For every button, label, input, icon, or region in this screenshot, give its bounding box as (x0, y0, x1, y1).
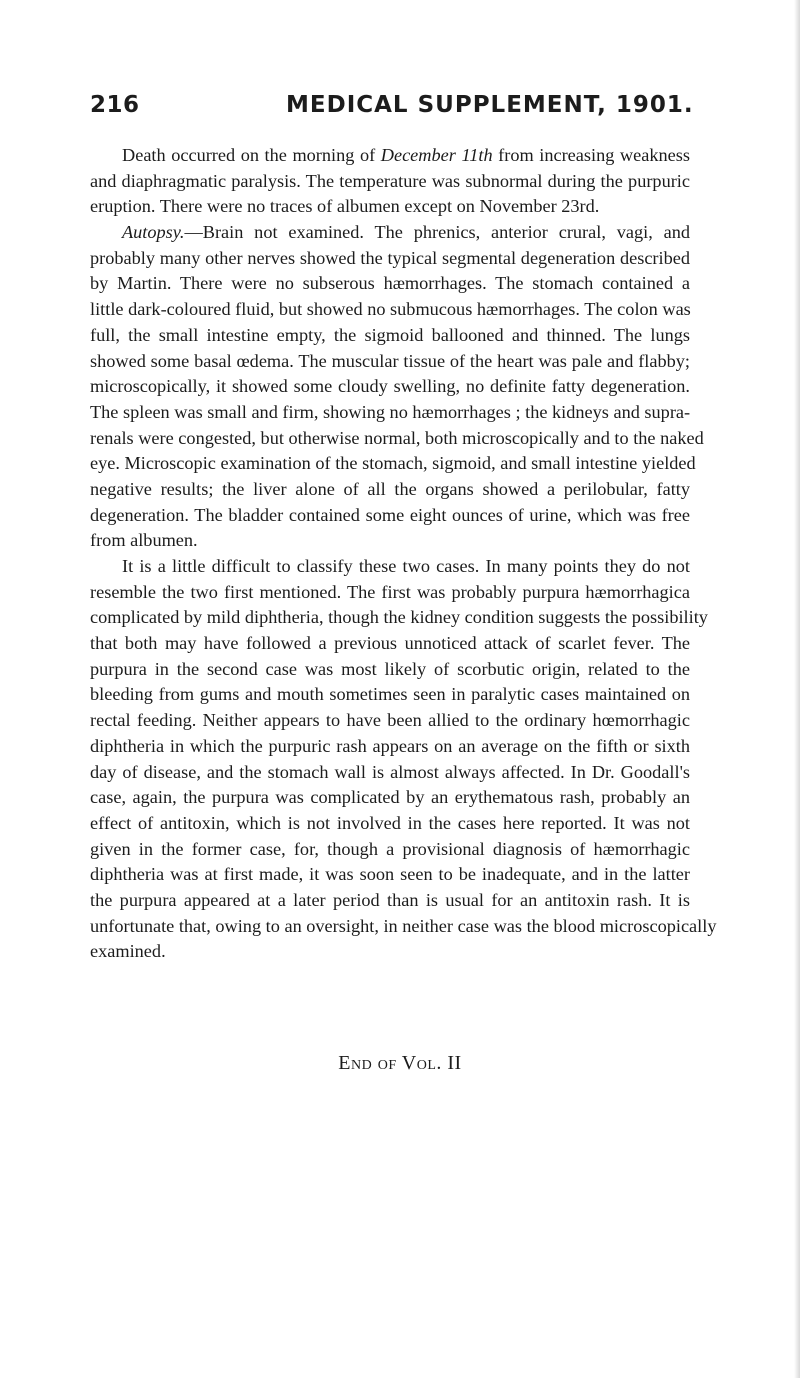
page-header (90, 92, 710, 126)
text-line: diphtheria in which the purpuric rash appears on an average on the fifth or sixth (90, 735, 690, 756)
text-line: The spleen was small and firm, showing no hæmorrhages ; the kidneys and supra- (90, 401, 691, 422)
body-text (90, 143, 717, 965)
text-line: rectal feeding. Neither appears to have been allied to the ordinary hœmorrhagic (90, 710, 690, 731)
text-line: complicated by mild diphtheria, though the kidney condition suggests the possibility (90, 607, 708, 628)
text-line: by Martin. There were no subserous hæmorrhages. The stomach contained a (90, 273, 690, 294)
text-line: It is a little difficult to classify these two cases. In many points they do not (122, 556, 690, 576)
text-line: Autopsy.—Brain not examined. The phrenics, anterior crural, vagi, and (122, 222, 690, 243)
page-edge-shadow (794, 0, 800, 1378)
text-line: and diaphragmatic paralysis. The temperature was subnormal during the purpuric (90, 170, 690, 191)
text-line: bleeding from gums and mouth sometimes seen in paralytic cases maintained on (90, 684, 690, 705)
text-line: diphtheria was at first made, it was soon seen to be inadequate, and in the latter (90, 864, 690, 885)
text-line: purpura in the second case was most likely of scorbutic origin, related to the (90, 658, 690, 679)
text-line: eye. Microscopic examination of the stomach, sigmoid, and small intestine yielded (90, 453, 696, 474)
text-line: renals were congested, but otherwise normal, both microscopically and to the naked (90, 427, 704, 448)
text-line: little dark-coloured fluid, but showed no submucous hæmorrhages. The colon was (90, 299, 691, 320)
end-of-volume-note: End of Vol. II (338, 1052, 462, 1074)
text-line: given in the former case, for, though a provisional diagnosis of hæmorrhagic (90, 838, 690, 859)
text-line: eruption. There were no traces of albumen except on November 23rd. (90, 196, 600, 217)
text-line: microscopically, it showed some cloudy swelling, no definite fatty degeneration. (90, 376, 690, 397)
text-line: full, the small intestine empty, the sigmoid ballooned and thinned. The lungs (90, 324, 690, 345)
text-line: examined. (90, 941, 166, 962)
text-line: probably many other nerves showed the typical segmental degeneration described (90, 247, 690, 268)
text-line: from albumen. (90, 530, 198, 551)
text-line: Death occurred on the morning of December 11th from increasing weakness (122, 145, 690, 165)
text-line: unfortunate that, owing to an oversight, in neither case was the blood microscopically (90, 915, 717, 936)
italic-date: December (380, 145, 456, 165)
italic-date: 11th (461, 145, 493, 165)
text-line: that both may have followed a previous unnoticed attack of scarlet fever. The (90, 633, 690, 654)
section-heading-autopsy: Autopsy. (122, 222, 185, 243)
page-number: 216 (90, 92, 140, 118)
text-line: day of disease, and the stomach wall is almost always affected. In Dr. Goodall's (90, 761, 690, 782)
text-line: case, again, the purpura was complicated by an erythematous rash, probably an (90, 787, 690, 808)
running-title: MEDICAL SUPPLEMENT, 1901. (286, 92, 694, 118)
text-line: effect of antitoxin, which is not involved in the cases here reported. It was not (90, 812, 690, 833)
text-line: resemble the two first mentioned. The first was probably purpura hæmorrhagica (90, 581, 690, 602)
text-line: negative results; the liver alone of all the organs showed a perilobular, fatty (90, 478, 690, 499)
text-line: the purpura appeared at a later period than is usual for an antitoxin rash. It is (90, 889, 690, 910)
text-line: showed some basal œdema. The muscular tissue of the heart was pale and flabby; (90, 350, 690, 371)
text-line: degeneration. The bladder contained some eight ounces of urine, which was free (90, 504, 690, 525)
